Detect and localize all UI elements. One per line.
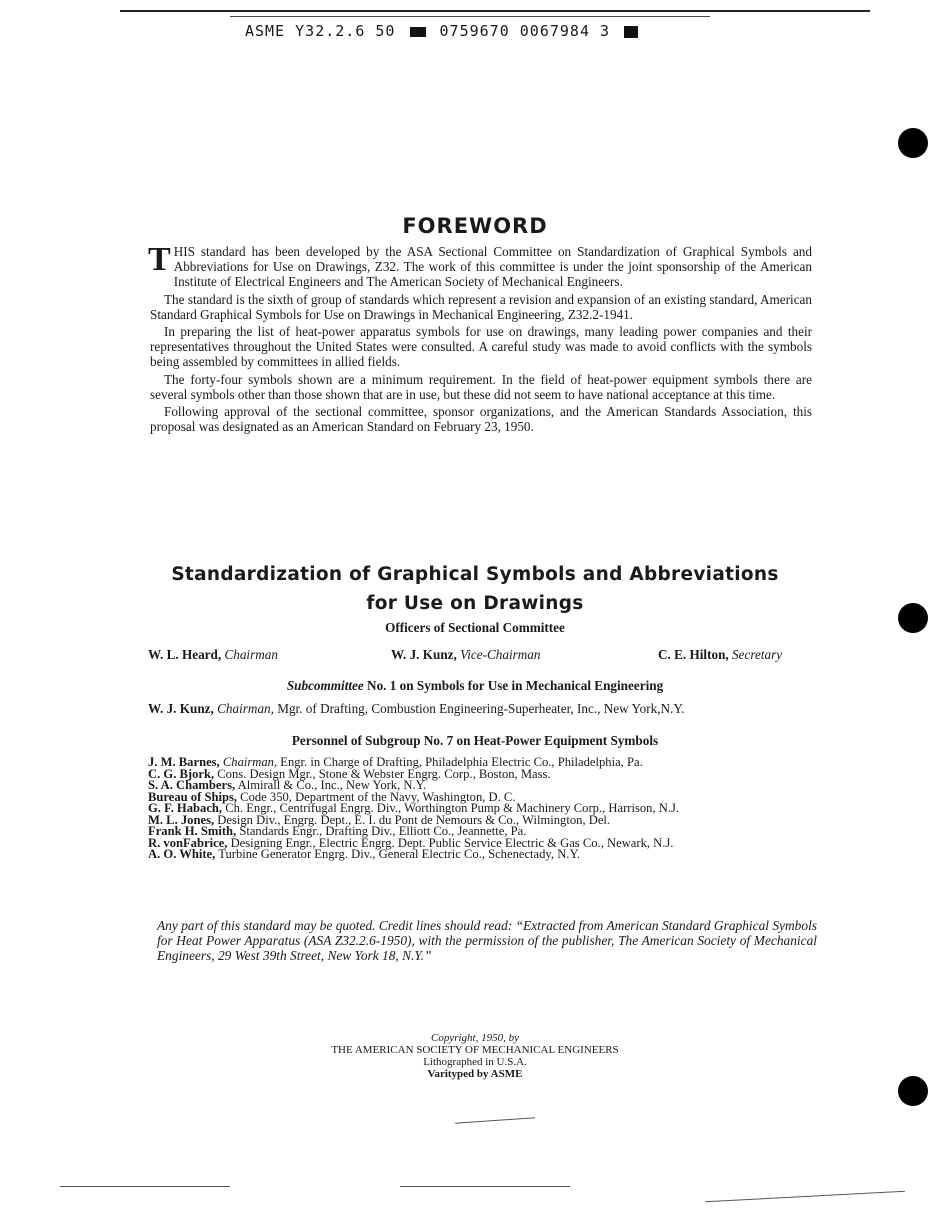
scan-artifact bbox=[400, 1186, 570, 1187]
binder-hole-icon bbox=[898, 1076, 928, 1106]
foreword-paragraph: THIS standard has been developed by the ASA Sectional Committee on Standardization of Graphical Symbols and Abbreviations for Use on Drawings, Z32. The work of this committee is under the joint sponsorship of the American Institute of Electrical Engineers and The American Society of Mechanical Engineers. bbox=[148, 241, 812, 290]
list-item: Bureau of Ships, Code 350, Department of the Navy, Washington, D. C. bbox=[148, 789, 516, 804]
lithographed-line: Lithographed in U.S.A. bbox=[423, 1056, 527, 1068]
redaction-block-icon bbox=[410, 27, 426, 37]
list-item: R. vonFabrice, Designing Engr., Electric Engrg. Dept. Public Service Electric & Gas Co., Newark, N.J. bbox=[148, 835, 674, 850]
subcommittee-heading: Subcommittee No. 1 on Symbols for Use in Mechanical Engineering bbox=[286, 678, 664, 693]
foreword-body bbox=[148, 241, 812, 436]
subcommittee-member: W. J. Kunz, Chairman, Mgr. of Drafting, Combustion Engineering-Superheater, Inc., New York,N.Y. bbox=[148, 701, 685, 716]
scan-artifact bbox=[60, 1186, 230, 1187]
foreword-title: FOREWORD bbox=[402, 214, 548, 238]
committee-title-line1: Standardization of Graphical Symbols and Abbreviations bbox=[171, 564, 779, 585]
list-item: C. G. Bjork, Cons. Design Mgr., Stone & Webster Engrg. Corp., Boston, Mass. bbox=[148, 766, 551, 781]
redaction-block-icon bbox=[624, 26, 638, 38]
document-code bbox=[245, 22, 642, 40]
officers-heading: Officers of Sectional Committee bbox=[385, 620, 565, 635]
personnel-list bbox=[148, 757, 828, 861]
publisher-line: THE AMERICAN SOCIETY OF MECHANICAL ENGINEERS bbox=[331, 1044, 619, 1056]
foreword-paragraph: Following approval of the sectional committee, sponsor organizations, and the American Standards Association, this proposal was designated as an American Standard on February 23, 1950. bbox=[150, 404, 812, 435]
list-item: G. F. Habach, Ch. Engr., Centrifugal Engrg. Div., Worthington Pump & Machinery Corp., Harrison, N.J. bbox=[148, 801, 680, 815]
copyright-line: Copyright, 1950, by bbox=[431, 1032, 519, 1044]
list-item: S. A. Chambers, Almirall & Co., Inc., New York, N.Y. bbox=[148, 778, 427, 792]
list-item: J. M. Barnes, Chairman, Engr. in Charge of Drafting, Philadelphia Electric Co., Philadelphia, Pa. bbox=[148, 755, 643, 769]
officer-vice-chairman: W. J. Kunz, Vice-Chairman bbox=[391, 647, 541, 662]
foreword-paragraph: The forty-four symbols shown are a minimum requirement. In the field of heat-power equipment symbols there are several symbols other than those shown that are in use, but these did not seem to have national acceptance at this time. bbox=[150, 371, 812, 402]
scan-artifact bbox=[455, 1117, 535, 1124]
list-item: Frank H. Smith, Standards Engr., Drafting Div., Elliott Co., Jeannette, Pa. bbox=[148, 824, 527, 838]
credit-quote: Any part of this standard may be quoted. Credit lines should read: “Extracted from American Standard Graphical Symbols for Heat Power Apparatus (ASA Z32.2.6-1950), with the permission of the publisher, The American Society of Mechanical Engineers, 29 West 39th Street, New York 18, N.Y.” bbox=[157, 918, 817, 963]
varityped-line: Varityped by ASME bbox=[427, 1068, 523, 1080]
scan-artifact bbox=[705, 1191, 905, 1202]
scan-top-rule bbox=[120, 10, 870, 12]
copyright-block bbox=[0, 1032, 950, 1080]
committee-title-line2: for Use on Drawings bbox=[366, 593, 584, 614]
binder-hole-icon bbox=[898, 128, 928, 158]
officer-secretary: C. E. Hilton, Secretary bbox=[658, 647, 783, 662]
drop-cap: T bbox=[148, 241, 171, 278]
scan-top-rule-thin bbox=[230, 16, 710, 17]
foreword-paragraph: The standard is the sixth of group of standards which represent a revision and expansion of an existing standard, American Standard Graphical Symbols for Use on Drawings in Mechanical Engineering, Z32.2-1941. bbox=[150, 291, 812, 322]
list-item: A. O. White, Turbine Generator Engrg. Div., General Electric Co., Schenectady, N.Y. bbox=[148, 847, 581, 861]
personnel-heading: Personnel of Subgroup No. 7 on Heat-Power Equipment Symbols bbox=[291, 733, 659, 748]
list-item: M. L. Jones, Design Div., Engrg. Dept., E. I. du Pont de Nemours & Co., Wilmington, Del. bbox=[148, 812, 611, 827]
foreword-paragraph: In preparing the list of heat-power apparatus symbols for use on drawings, many leading power companies and their representatives throughout the United States were consulted. A careful study was made to avoid conflicts with the symbols being assembled by committees in allied fields. bbox=[150, 324, 812, 370]
officer-chairman: W. L. Heard, Chairman bbox=[148, 647, 278, 662]
document-code-part2: 0759670 0067984 3 bbox=[439, 22, 611, 40]
document-code-part1: ASME Y32.2.6 50 bbox=[245, 22, 396, 40]
